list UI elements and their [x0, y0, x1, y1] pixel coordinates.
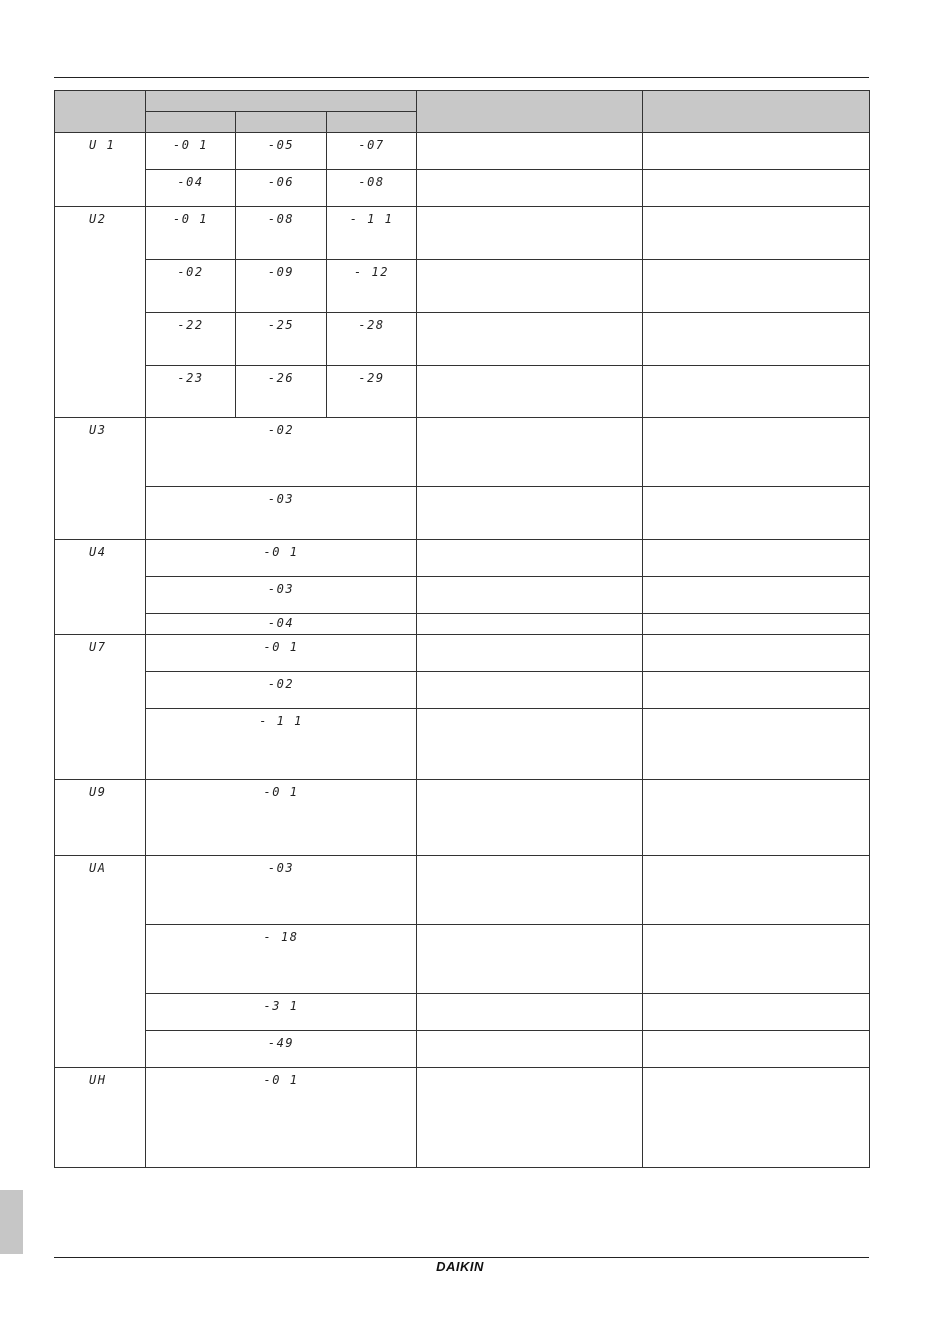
description-cell	[417, 540, 643, 577]
table-row	[55, 577, 870, 614]
solution-cell	[643, 1068, 870, 1168]
solution-cell	[643, 635, 870, 672]
table-row	[55, 994, 870, 1031]
description-cell	[417, 577, 643, 614]
sub-code: -29	[327, 366, 417, 418]
description-cell	[417, 856, 643, 925]
sub-code: -25	[236, 313, 327, 366]
description-cell	[417, 614, 643, 635]
solution-cell	[643, 207, 870, 260]
sub-code: -49	[146, 1031, 417, 1068]
sub-code: -08	[327, 170, 417, 207]
sub-code: -09	[236, 260, 327, 313]
sub-code: -0 1	[146, 207, 236, 260]
description-cell	[417, 780, 643, 856]
sub-code: -02	[146, 418, 417, 487]
header-description	[417, 91, 643, 133]
table-row	[55, 780, 870, 856]
table-row	[55, 1031, 870, 1068]
solution-cell	[643, 170, 870, 207]
sub-code: -06	[236, 170, 327, 207]
sub-code: - 18	[146, 925, 417, 994]
solution-cell	[643, 133, 870, 170]
sub-code: -0 1	[146, 635, 417, 672]
sub-code: -07	[327, 133, 417, 170]
header-sub-code	[146, 91, 417, 112]
description-cell	[417, 418, 643, 487]
solution-cell	[643, 540, 870, 577]
table-row	[55, 925, 870, 994]
solution-cell	[643, 260, 870, 313]
solution-cell	[643, 709, 870, 780]
header-rule	[54, 77, 869, 78]
main-code: U7	[55, 635, 146, 780]
table-row	[55, 170, 870, 207]
sub-code: -05	[236, 133, 327, 170]
sub-code: -08	[236, 207, 327, 260]
solution-cell	[643, 1031, 870, 1068]
main-code: U 1	[55, 133, 146, 207]
solution-cell	[643, 925, 870, 994]
header-main-code	[55, 91, 146, 133]
table-header-row	[55, 91, 870, 112]
table-row	[55, 366, 870, 418]
main-code: U9	[55, 780, 146, 856]
sub-code: -22	[146, 313, 236, 366]
sub-code: -3 1	[146, 994, 417, 1031]
sub-code: -03	[146, 577, 417, 614]
sub-code: -28	[327, 313, 417, 366]
sub-code: -0 1	[146, 780, 417, 856]
table-row	[55, 313, 870, 366]
main-code: U3	[55, 418, 146, 540]
solution-cell	[643, 994, 870, 1031]
description-cell	[417, 207, 643, 260]
sub-code: - 1 1	[327, 207, 417, 260]
main-code: U4	[55, 540, 146, 635]
table-row	[55, 672, 870, 709]
table-row	[55, 635, 870, 672]
table-row	[55, 540, 870, 577]
description-cell	[417, 260, 643, 313]
description-cell	[417, 487, 643, 540]
description-cell	[417, 635, 643, 672]
description-cell	[417, 170, 643, 207]
table-row	[55, 418, 870, 487]
table-row	[55, 260, 870, 313]
daikin-logo: DAIKIN	[436, 1259, 484, 1274]
chapter-tab	[0, 1190, 23, 1254]
table-row	[55, 709, 870, 780]
sub-code: -26	[236, 366, 327, 418]
sub-code: -04	[146, 614, 417, 635]
solution-cell	[643, 313, 870, 366]
solution-cell	[643, 487, 870, 540]
solution-cell	[643, 856, 870, 925]
solution-cell	[643, 614, 870, 635]
table-row	[55, 856, 870, 925]
sub-code: -0 1	[146, 133, 236, 170]
solution-cell	[643, 577, 870, 614]
sub-code: - 12	[327, 260, 417, 313]
error-code-table	[54, 90, 870, 1168]
description-cell	[417, 133, 643, 170]
solution-cell	[643, 780, 870, 856]
table-row	[55, 133, 870, 170]
sub-code: -03	[146, 856, 417, 925]
description-cell	[417, 1031, 643, 1068]
sub-code: -02	[146, 260, 236, 313]
solution-cell	[643, 366, 870, 418]
sub-code: -0 1	[146, 540, 417, 577]
main-code: U2	[55, 207, 146, 418]
sub-code: - 1 1	[146, 709, 417, 780]
main-code: UH	[55, 1068, 146, 1168]
description-cell	[417, 709, 643, 780]
table-row	[55, 207, 870, 260]
solution-cell	[643, 672, 870, 709]
table-row	[55, 614, 870, 635]
sub-code: -04	[146, 170, 236, 207]
table-row	[55, 1068, 870, 1168]
header-sub-col-3	[327, 112, 417, 133]
description-cell	[417, 1068, 643, 1168]
sub-code: -23	[146, 366, 236, 418]
description-cell	[417, 994, 643, 1031]
header-solution	[643, 91, 870, 133]
sub-code: -03	[146, 487, 417, 540]
description-cell	[417, 672, 643, 709]
sub-code: -0 1	[146, 1068, 417, 1168]
description-cell	[417, 366, 643, 418]
description-cell	[417, 925, 643, 994]
footer-rule	[54, 1257, 869, 1258]
header-sub-col-2	[236, 112, 327, 133]
solution-cell	[643, 418, 870, 487]
table-row	[55, 487, 870, 540]
description-cell	[417, 313, 643, 366]
sub-code: -02	[146, 672, 417, 709]
header-sub-col-1	[146, 112, 236, 133]
main-code: UA	[55, 856, 146, 1068]
